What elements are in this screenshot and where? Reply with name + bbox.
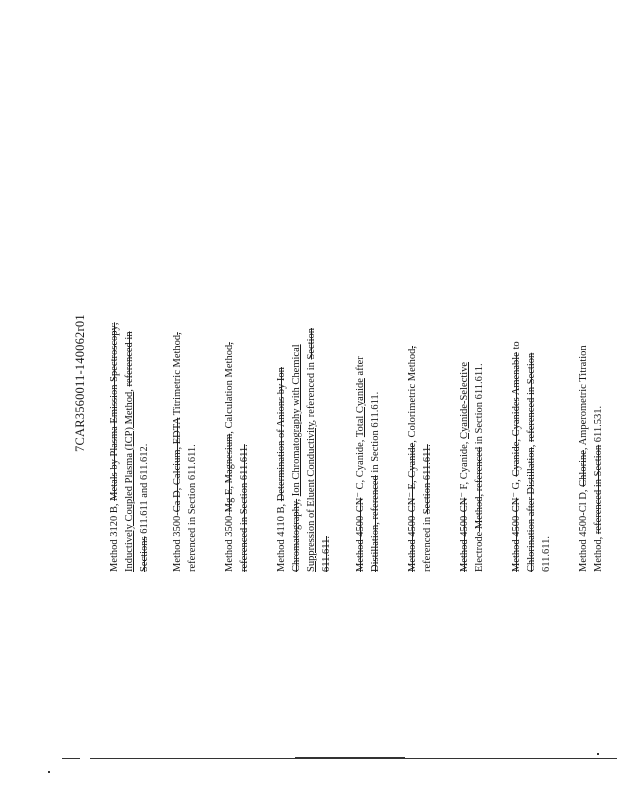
text-run: Method 3120 B,	[109, 500, 120, 572]
struck-text: Chlorine	[578, 450, 589, 487]
text-run: 611.531.	[593, 405, 604, 445]
text-run: , Calculation Method	[224, 344, 235, 434]
text-run: , Amperometric Titration	[578, 345, 589, 451]
struck-text: 611.611.	[321, 536, 332, 572]
paragraph-line	[170, 332, 185, 572]
struck-text: Mg E, Magnesium	[224, 433, 235, 513]
text-run: ⁻ C, Cyanide,	[355, 437, 366, 498]
paragraph-line	[472, 362, 487, 572]
text-run: ⁻ G,	[511, 476, 522, 498]
struck-text: referenced in Section	[593, 444, 604, 535]
struck-text: ⁻ E, Cyanide	[407, 442, 418, 498]
paragraph-line	[122, 322, 137, 572]
method-paragraph	[576, 345, 606, 572]
text-run: referenced in	[422, 514, 433, 572]
paragraph-line	[457, 362, 472, 572]
struck-text: ,	[172, 332, 183, 335]
struck-text: Method 4500-CN	[355, 497, 366, 572]
underlined-text: Total Cyanide	[355, 378, 366, 438]
text-run: , Colorimetric Method	[407, 348, 418, 443]
text-run: Titrimetric Method	[172, 334, 183, 418]
method-paragraph	[457, 362, 487, 572]
page-header	[73, 314, 88, 452]
text-run: Method 4110 B,	[276, 501, 287, 572]
struck-text: Determination of Anions by Ion	[276, 367, 287, 502]
text-run: Electrode	[474, 531, 485, 572]
paragraph-line	[539, 341, 554, 572]
paragraph-line	[274, 328, 289, 572]
method-paragraph	[222, 342, 252, 572]
text-run: 611.611.	[541, 536, 552, 572]
text-run: Method 4500-Cl D,	[578, 486, 589, 572]
underlined-text: Suppression of Eluent Conductivity	[306, 422, 317, 572]
text-run	[291, 496, 302, 499]
text-run: Method,	[593, 534, 604, 572]
text-run: after	[355, 356, 366, 379]
struck-text: referenced in	[124, 331, 135, 387]
header-text: 7CAR3560011-140062r01	[73, 314, 87, 452]
text-run: Method 3500-	[224, 512, 235, 572]
scan-speck	[48, 771, 50, 773]
method-paragraph	[107, 322, 152, 572]
footer-rule-accent	[295, 757, 405, 759]
text-run: in Section 611.611.	[370, 391, 381, 476]
paragraph-line	[222, 342, 237, 572]
paragraph-line	[524, 341, 539, 572]
paragraph-line	[137, 322, 152, 572]
method-paragraph	[274, 328, 334, 572]
struck-text: Chlorination after Distillation	[526, 447, 537, 572]
struck-text: referenced in Section	[526, 352, 537, 442]
struck-text: Method 4500-CN	[459, 497, 470, 572]
text-run: to	[511, 341, 522, 353]
text-run: ,	[526, 441, 537, 448]
paragraph-line	[107, 322, 122, 572]
method-paragraph	[353, 356, 383, 572]
paragraph-line	[591, 345, 606, 572]
text-run: ⁻ F, Cyanide,	[459, 438, 470, 498]
struck-text: Section	[306, 328, 317, 360]
struck-text: Method 4500-CN	[511, 497, 522, 572]
text-run: ,	[124, 386, 135, 392]
method-paragraph	[170, 332, 200, 572]
text-run: 611.611 and 611.612.	[139, 443, 150, 537]
text-run: Method 3500-	[172, 512, 183, 572]
struck-text: Method, referenced	[474, 446, 485, 532]
paragraph-line	[509, 341, 524, 572]
struck-text: ,	[224, 342, 235, 345]
paragraph-line	[319, 328, 334, 572]
struck-text: Ca D, Calcium, EDTA	[172, 417, 183, 513]
paragraph-line	[576, 345, 591, 572]
struck-text: Chromatography,	[291, 498, 302, 572]
text-run: , referenced in	[306, 359, 317, 423]
paragraph-line	[304, 328, 319, 572]
paragraph-line	[185, 332, 200, 572]
struck-text: Cyanide, Cyanides Amenable	[511, 352, 522, 477]
struck-text: Method 4500-CN	[407, 497, 418, 572]
text-run: in Section 611.611.	[474, 363, 485, 447]
text-run: referenced in Section 611.611.	[187, 444, 198, 572]
paragraph-line	[289, 328, 304, 572]
struck-text: ,	[407, 345, 418, 349]
method-paragraph	[405, 346, 435, 572]
struck-text: Section 611.611.	[422, 444, 433, 515]
scan-speck	[597, 753, 599, 755]
underlined-text: Ion Chromatography with Chemical	[291, 344, 302, 497]
underlined-text: Inductively Coupled Plasma (ICP) Method	[124, 391, 135, 572]
method-paragraph	[509, 341, 554, 572]
struck-text: Sections	[139, 536, 150, 572]
paragraph-line	[405, 346, 420, 572]
paragraph-line	[353, 356, 368, 572]
struck-text: referenced in Section 611.611.	[239, 444, 250, 572]
paragraph-line	[420, 346, 435, 572]
paragraph-line	[237, 342, 252, 572]
struck-text: Distillation, referenced	[370, 475, 381, 572]
underlined-text: Cyanide-Selective	[459, 361, 470, 439]
struck-text: Metals by Plasma Emission Spectroscopy;	[109, 322, 120, 501]
paragraph-line	[368, 356, 383, 572]
footer-rule-left	[62, 758, 80, 759]
